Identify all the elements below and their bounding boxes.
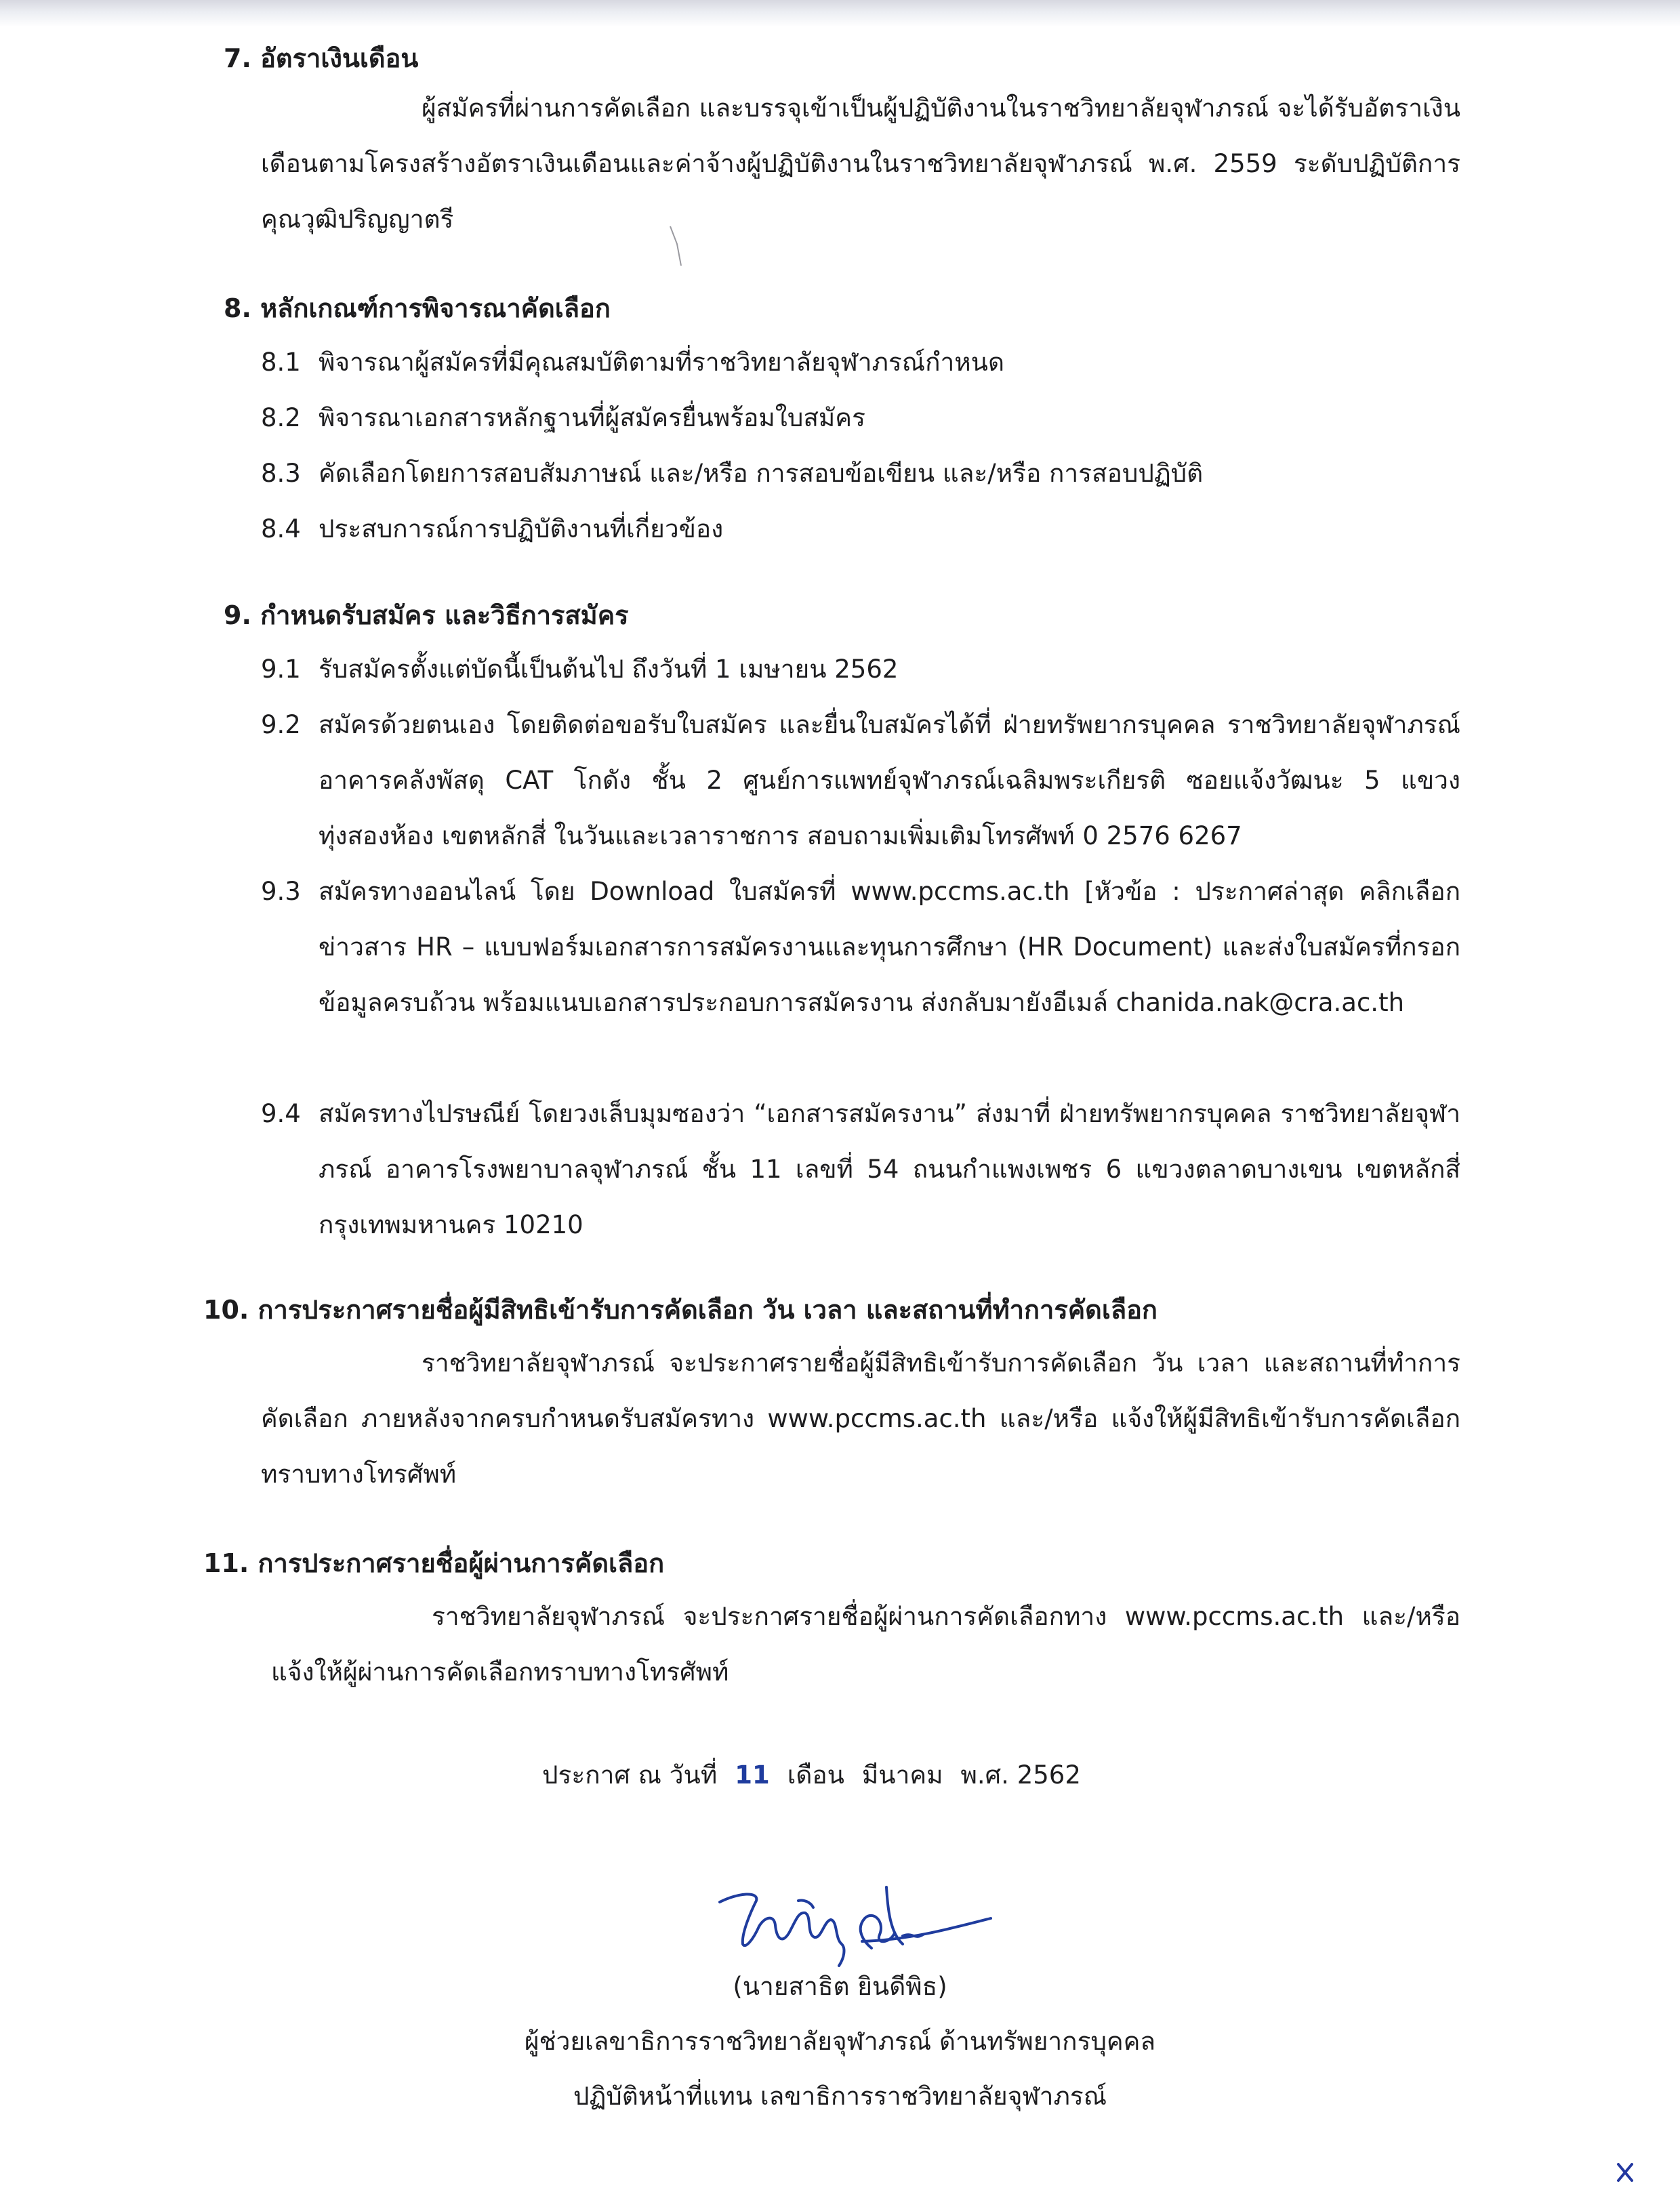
item-text: พิจารณาเอกสารหลักฐานที่ผู้สมัครยื่นพร้อมใบสมัคร [319,403,865,432]
item-text: สมัครด้วยตนเอง โดยติดต่อขอรับใบสมัคร และยื่นใบสมัครได้ที่ ฝ่ายทรัพยากรบุคคล ราชวิทยาลัยจุฬาภรณ์ อาคารคลังพัสดุ CAT โกดัง ชั้น 2 ศูนย์การแพทย์จุฬาภรณ์เฉลิมพระเกียรติ ซอยแจ้งวัฒนะ 5 แขวงทุ่งสองห้อง เขตหลักสี่ ในวันและเวลาราชการ สอบถามเพิ่มเติมโทรศัพท์ 0 2576 6267 [319,710,1460,850]
date-year: พ.ศ. 2562 [960,1760,1081,1790]
item-number: 8.1 [261,348,301,377]
date-month: มีนาคม [861,1760,943,1790]
item-text: สมัครทางไปรษณีย์ โดยวงเล็บมุมซองว่า “เอกสารสมัครงาน” ส่งมาที่ ฝ่ายทรัพยากรบุคคล ราชวิทยาลัยจุฬาภรณ์ อาคารโรงพยาบาลจุฬาภรณ์ ชั้น 11 เลขที่ 54 ถนนกำแพงเพชร 6 แขวงตลาดบางเขน เขตหลักสี่ กรุงเทพมหานคร 10210 [319,1099,1460,1239]
date-month-label: เดือน [787,1760,844,1790]
scan-speck-icon [668,224,688,271]
corner-mark-icon [1612,2159,1639,2186]
item-text: รับสมัครตั้งแต่บัดนี้เป็นต้นไป ถึงวันที่ 1 เมษายน 2562 [319,655,899,684]
section-9-heading: 9. กำหนดรับสมัคร และวิธีการสมัคร [224,600,629,630]
item-number: 9.2 [261,710,301,739]
item-text: สมัครทางออนไลน์ โดย Download ใบสมัครที่ www.pccms.ac.th [หัวข้อ : ประกาศล่าสุด คลิกเลือก ข่าวสาร HR – แบบฟอร์มเอกสารการสมัครงานและทุนการศึกษา (HR Document) และส่งใบสมัครที่กรอกข้อมูลครบถ้วน พร้อมแนบเอกสารประกอบการสมัครงาน ส่งกลับมายังอีเมล์ chanida.nak@cra.ac.th [319,877,1460,1017]
item-text: คัดเลือกโดยการสอบสัมภาษณ์ และ/หรือ การสอบข้อเขียน และ/หรือ การสอบปฏิบัติ [319,459,1204,488]
signatory-name: (นายสาธิต ยินดีพิธ) [733,1972,947,2001]
item-number: 9.1 [261,655,301,684]
signatory-position: ผู้ช่วยเลขาธิการราชวิทยาลัยจุฬาภรณ์ ด้านทรัพยากรบุคคล [524,2027,1156,2056]
item-text: พิจารณาผู้สมัครที่มีคุณสมบัติตามที่ราชวิทยาลัยจุฬาภรณ์กำหนด [319,348,1004,377]
section-10-heading: 10. การประกาศรายชื่อผู้มีสิทธิเข้ารับการคัดเลือก วัน เวลา และสถานที่ทำการคัดเลือก [203,1295,1157,1325]
section-10-body: ราชวิทยาลัยจุฬาภรณ์ จะประกาศรายชื่อผู้มีสิทธิเข้ารับการคัดเลือก วัน เวลา และสถานที่ทำการคัดเลือก ภายหลังจากครบกำหนดรับสมัครทาง www.pccms.ac.th และ/หรือ แจ้งให้ผู้มีสิทธิเข้ารับการคัดเลือกทราบทางโทรศัพท์ [261,1348,1460,1489]
section-11-heading: 11. การประกาศรายชื่อผู้ผ่านการคัดเลือก [203,1548,665,1578]
section-11-body: ราชวิทยาลัยจุฬาภรณ์ จะประกาศรายชื่อผู้ผ่านการคัดเลือกทาง www.pccms.ac.th และ/หรือ แจ้งให้ผู้ผ่านการคัดเลือกทราบทางโทรศัพท์ [271,1602,1460,1687]
signature-icon [712,1874,1010,1975]
date-day: 11 [735,1760,770,1790]
announcement-date [542,1756,1081,1794]
item-number: 9.4 [261,1099,301,1128]
section-7-body: ผู้สมัครที่ผ่านการคัดเลือก และบรรจุเข้าเป็นผู้ปฏิบัติงานในราชวิทยาลัยจุฬาภรณ์ จะได้รับอัตราเงินเดือนตามโครงสร้างอัตราเงินเดือนและค่าจ้างผู้ปฏิบัติงานในราชวิทยาลัยจุฬาภรณ์ พ.ศ. 2559 ระดับปฏิบัติการ คุณวุฒิปริญญาตรี [261,94,1460,234]
date-prefix: ประกาศ ณ วันที่ [542,1760,718,1790]
item-number: 9.3 [261,877,301,906]
signatory-acting: ปฏิบัติหน้าที่แทน เลขาธิการราชวิทยาลัยจุฬาภรณ์ [573,2082,1107,2111]
item-number: 8.4 [261,514,301,543]
item-number: 8.2 [261,403,301,432]
section-8-heading: 8. หลักเกณฑ์การพิจารณาคัดเลือก [224,293,611,323]
item-text: ประสบการณ์การปฏิบัติงานที่เกี่ยวข้อง [319,514,724,543]
item-number: 8.3 [261,459,301,488]
section-7-heading: 7. อัตราเงินเดือน [224,43,419,73]
